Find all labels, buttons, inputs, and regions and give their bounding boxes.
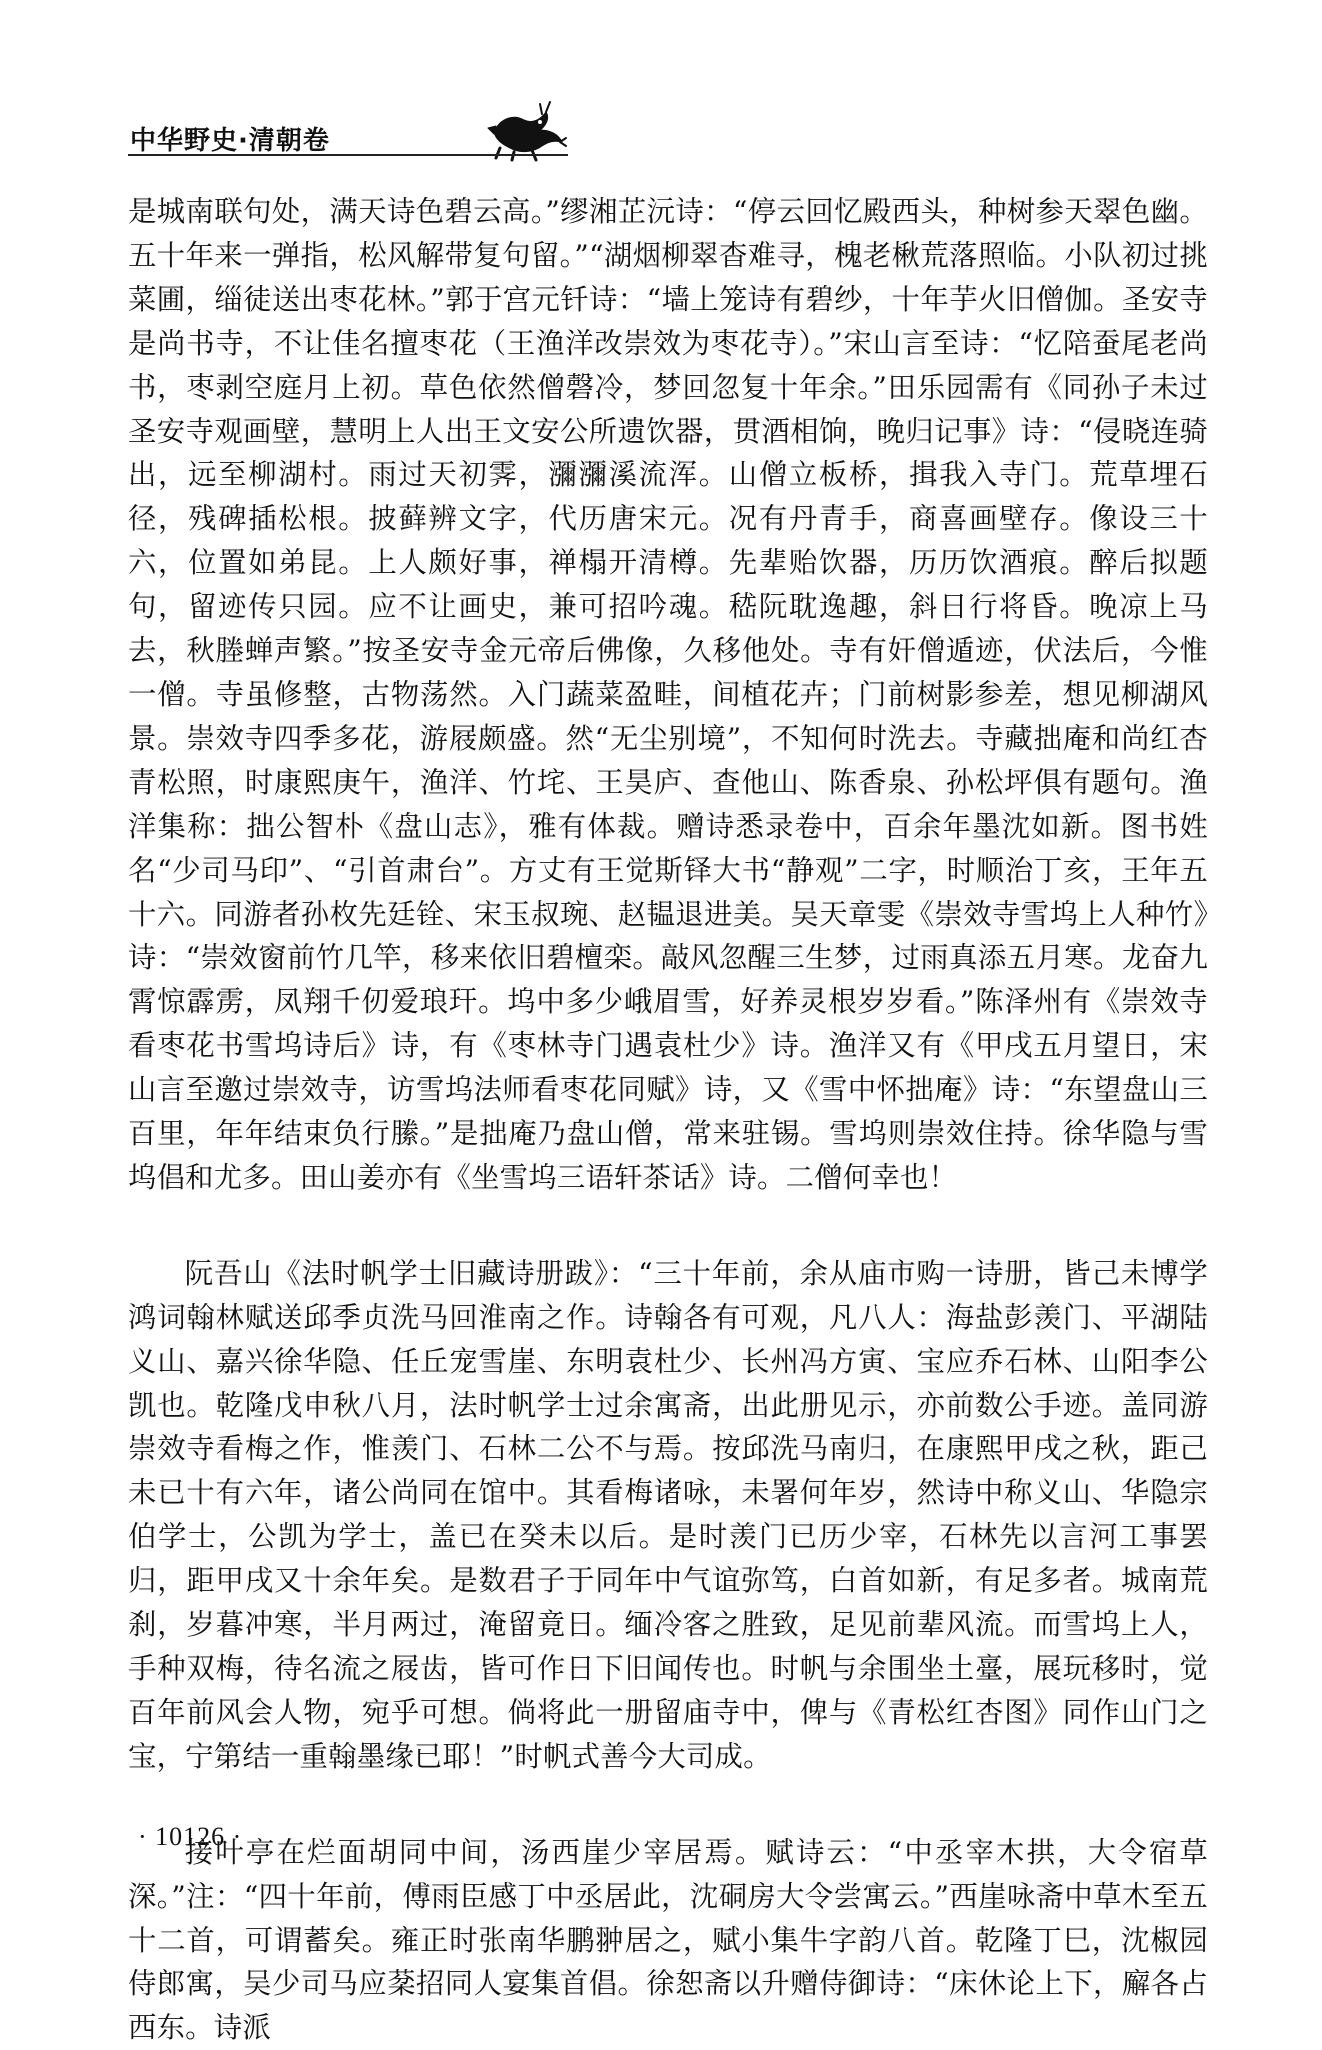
page-number: · 10126 ·	[138, 1822, 243, 1851]
running-header	[128, 98, 1208, 170]
paragraph: 接叶亭在烂面胡同中间，汤西崖少宰居焉。赋诗云：“中丞宰木拱，大令宿草深。”注：“四十年前，傅雨臣感丁中丞居此，沈硐房大令尝寓云。”西崖咏斋中草木至五十二首，可谓蓄矣。雍正时张南华鹏翀居之，赋小集牛字韵八首。乾隆丁巳，沈椒园侍郎寓，吴少司马应棻招同人宴集首倡。徐恕斋以升赠侍御诗：“床休论上下，廨各占西东。诗派	[128, 1835, 1208, 2045]
paragraph: 是城南联句处，满天诗色碧云高。”缪湘芷沅诗：“停云回忆殿西头，种树参天翠色幽。五十年来一弹指，松风解带复句留。”“湖烟柳翠杳难寻，槐老楸荒落照临。小队初过挑菜圃，缁徒送出枣花林。”郭于宫元钎诗：“墙上笼诗有碧纱，十年芋火旧僧伽。圣安寺是尚书寺，不让佳名擅枣花（王渔洋改崇效为枣花寺）。”宋山言至诗：“忆陪蚕尾老尚书，枣剥空庭月上初。草色依然僧磬冷，梦回忽复十年余。”田乐园需有《同孙子未过圣安寺观画壁，慧明上人出王文安公所遗饮器，贯酒相饷，晚归记事》诗：“侵晓连骑出，远至柳湖村。雨过天初霁，瀰瀰溪流浑。山僧立板桥，揖我入寺门。荒草埋石径，残碑插松根。披藓辨文字，代历唐宋元。况有丹青手，商喜画壁存。像设三十六，位置如弟昆。上人颇好事，禅榻开清樽。先辈贻饮器，历历饮酒痕。醉后拟题句，留迹传只园。应不让画史，兼可招吟魂。嵇阮耽逸趣，斜日行将昏。晚凉上马去，秋塍蝉声繁。”按圣安寺金元帝后佛像，久移他处。寺有奸僧遁迹，伏法后，今惟一僧。寺虽修整，古物荡然。入门蔬菜盈畦，间植花卉；门前树影参差，想见柳湖风景。崇效寺四季多花，游屐颇盛。然“无尘别境”，不知何时洗去。寺藏拙庵和尚红杏青松照，时康熙庚午，渔洋、竹垞、王昊庐、查他山、陈香泉、孙松坪俱有题句。渔洋集称：拙公智朴《盘山志》，雅有体裁。赠诗悉录卷中，百余年墨沈如新。图书姓名“少司马印”、“引首肃台”。方丈有王觉斯铎大书“静观”二字，时顺治丁亥，王年五十六。同游者孙枚先廷铨、宋玉叔琬、赵韫退进美。吴天章雯《崇效寺雪坞上人种竹》诗：“崇效窗前竹几竿，移来依旧碧檀栾。敲风忽醒三生梦，过雨真添五月寒。龙奋九霄惊霹雳，凤翔千仞爱琅玕。坞中多少峨眉雪，好养灵根岁岁看。”陈泽州有《崇效寺看枣花书雪坞诗后》诗，有《枣林寺门遇袁杜少》诗。渔洋又有《甲戌五月望日，宋山言至邀过崇效寺，访雪坞法师看枣花同赋》诗，又《雪中怀拙庵》诗：“东望盘山三百里，年年结束负行縢。”是拙庵乃盘山僧，常来驻锡。雪坞则崇效住持。徐华隐与雪坞倡和尤多。田山姜亦有《坐雪坞三语轩茶话》诗。二僧何幸也！	[128, 195, 1208, 1194]
header-rule	[128, 154, 568, 156]
dragon-icon	[480, 98, 568, 162]
page-body	[128, 190, 1208, 2050]
paragraph: 阮吾山《法时帆学士旧藏诗册跋》：“三十年前，余从庙市购一诗册，皆己未博学鸿词翰林赋送邱季贞洗马回淮南之作。诗翰各有可观，凡八人：海盐彭羡门、平湖陆义山、嘉兴徐华隐、任丘宠雪崖、东明袁杜少、长州冯方寅、宝应乔石林、山阳李公凯也。乾隆戊申秋八月，法时帆学士过余寓斋，出此册见示，亦前数公手迹。盖同游崇效寺看梅之作，惟羡门、石林二公不与焉。按邱洗马南归，在康熙甲戌之秋，距己未已十有六年，诸公尚同在馆中。其看梅诸咏，未署何年岁，然诗中称义山、华隐宗伯学士，公凯为学士，盖已在癸未以后。是时羡门已历少宰，石林先以言河工事罢归，距甲戌又十余年矣。是数君子于同年中气谊弥笃，白首如新，有足多者。城南荒刹，岁暮冲寒，半月两过，淹留竟日。缅冷客之胜致，足见前辈风流。而雪坞上人，手种双梅，待名流之屐齿，皆可作日下旧闻传也。时帆与余围坐土㙶，展玩移时，觉百年前风会人物，宛乎可想。倘将此一册留庙寺中，俾与《青松红杏图》同作山门之宝，宁第结一重翰墨缘已耶！”时帆式善今大司成。	[128, 1256, 1208, 1773]
header-title: 中华野史·清朝卷	[130, 126, 330, 156]
